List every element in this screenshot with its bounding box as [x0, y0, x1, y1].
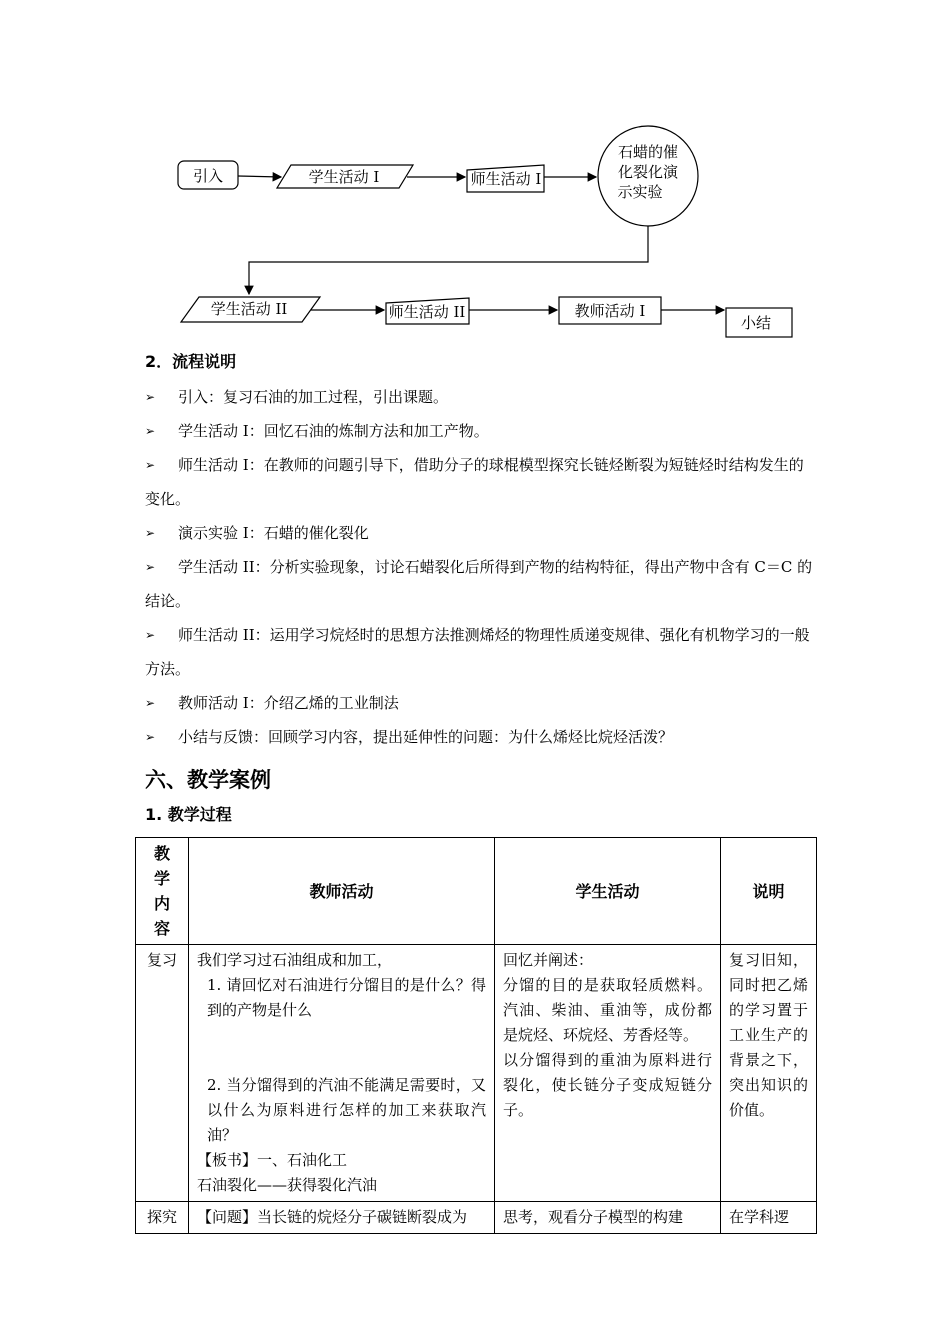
flowchart [0, 0, 950, 345]
list-item: ➢ 小结与反馈：回顾学习内容，提出延伸性的问题：为什么烯烃比烷烃活泼？ [145, 720, 815, 754]
list-item: ➢ 教师活动 I：介绍乙烯的工业制法 [145, 686, 815, 720]
table-row [136, 1202, 817, 1234]
cell-content-review: 复习 [136, 945, 189, 1202]
list-item: ➢ 学生活动 I：回忆石油的炼制方法和加工产物。 [145, 414, 815, 448]
flow-teacher1-label: 教师活动 I [574, 302, 646, 320]
cell-student-review: 回忆并阐述： 分馏的目的是获取轻质燃料。汽油、柴油、重油等，成份都是烷烃、环烷烃、芳香烃等。 以分馏得到的重油为原料进行裂化，使长链分子变成短链分子。 [495, 945, 721, 1202]
arrow-bullet-icon: ➢ [145, 696, 156, 710]
flow-intro-label: 引入 [192, 167, 224, 185]
arrow-bullet-icon: ➢ [145, 458, 156, 472]
header-content: 教学内容 [136, 838, 189, 945]
header-note: 说明 [721, 838, 817, 945]
flow-ts1-label: 师生活动 I [470, 170, 542, 188]
list-item: ➢ 学生活动 II：分析实验现象，讨论石蜡裂化后所得到产物的结构特征，得出产物中含有 C＝C 的结论。 [145, 550, 815, 618]
cell-teacher-review: 我们学习过石油组成和加工， 1. 请回忆对石油进行分馏目的是什么？得到的产物是什么 2. 当分馏得到的汽油不能满足需要时，又以什么为原料进行怎样的加工来获取汽油？ 【板书】一、石油化工 石油裂化——获得裂化汽油 [189, 945, 495, 1202]
arrow-bullet-icon: ➢ [145, 730, 156, 744]
cell-student-explore: 思考，观看分子模型的构建 [495, 1202, 721, 1234]
cell-teacher-explore: 【问题】当长链的烷烃分子碳链断裂成为 [189, 1202, 495, 1234]
arrow-bullet-icon: ➢ [145, 390, 156, 404]
arrow-bullet-icon: ➢ [145, 560, 156, 574]
list-item: ➢ 引入：复习石油的加工过程，引出课题。 [145, 380, 815, 414]
flow-experiment-line1: 石蜡的催 [617, 143, 679, 161]
list-item: ➢ 师生活动 II：运用学习烷烃时的思想方法推测烯烃的物理性质递变规律、强化有机物学习的一般方法。 [145, 618, 815, 686]
process-description-list [145, 380, 815, 754]
header-teacher-activity: 教师活动 [189, 838, 495, 945]
teaching-process-heading: 1. 教学过程 [145, 805, 232, 824]
section-6-heading: 六、教学案例 [145, 768, 271, 792]
list-item: ➢ 师生活动 I：在教师的问题引导下，借助分子的球棍模型探究长链烃断裂为短链烃时结构发生的变化。 [145, 448, 815, 516]
table-header-row [136, 838, 817, 945]
arrow-bullet-icon: ➢ [145, 424, 156, 438]
flow-connector [249, 226, 648, 294]
cell-content-explore: 探究 [136, 1202, 189, 1234]
flow-experiment-line3: 示实验 [617, 183, 663, 201]
arrow-bullet-icon: ➢ [145, 526, 156, 540]
cell-note-review: 复习旧知，同时把乙烯的学习置于工业生产的背景之下，突出知识的价值。 [721, 945, 817, 1202]
teaching-process-table [135, 837, 817, 1234]
cell-note-explore: 在学科逻 [721, 1202, 817, 1234]
flow-summary-label: 小结 [740, 314, 772, 332]
flow-experiment-line2: 化裂化演 [617, 163, 679, 181]
flow-student2-label: 学生活动 II [210, 300, 288, 318]
table-row [136, 945, 817, 1202]
arrow-bullet-icon: ➢ [145, 628, 156, 642]
section-2-heading: 2．流程说明 [145, 352, 237, 371]
list-item: ➢ 演示实验 I：石蜡的催化裂化 [145, 516, 815, 550]
header-student-activity: 学生活动 [495, 838, 721, 945]
flow-arrow [238, 176, 281, 177]
flow-student1-label: 学生活动 I [308, 168, 380, 186]
flow-ts2-label: 师生活动 II [388, 303, 466, 321]
